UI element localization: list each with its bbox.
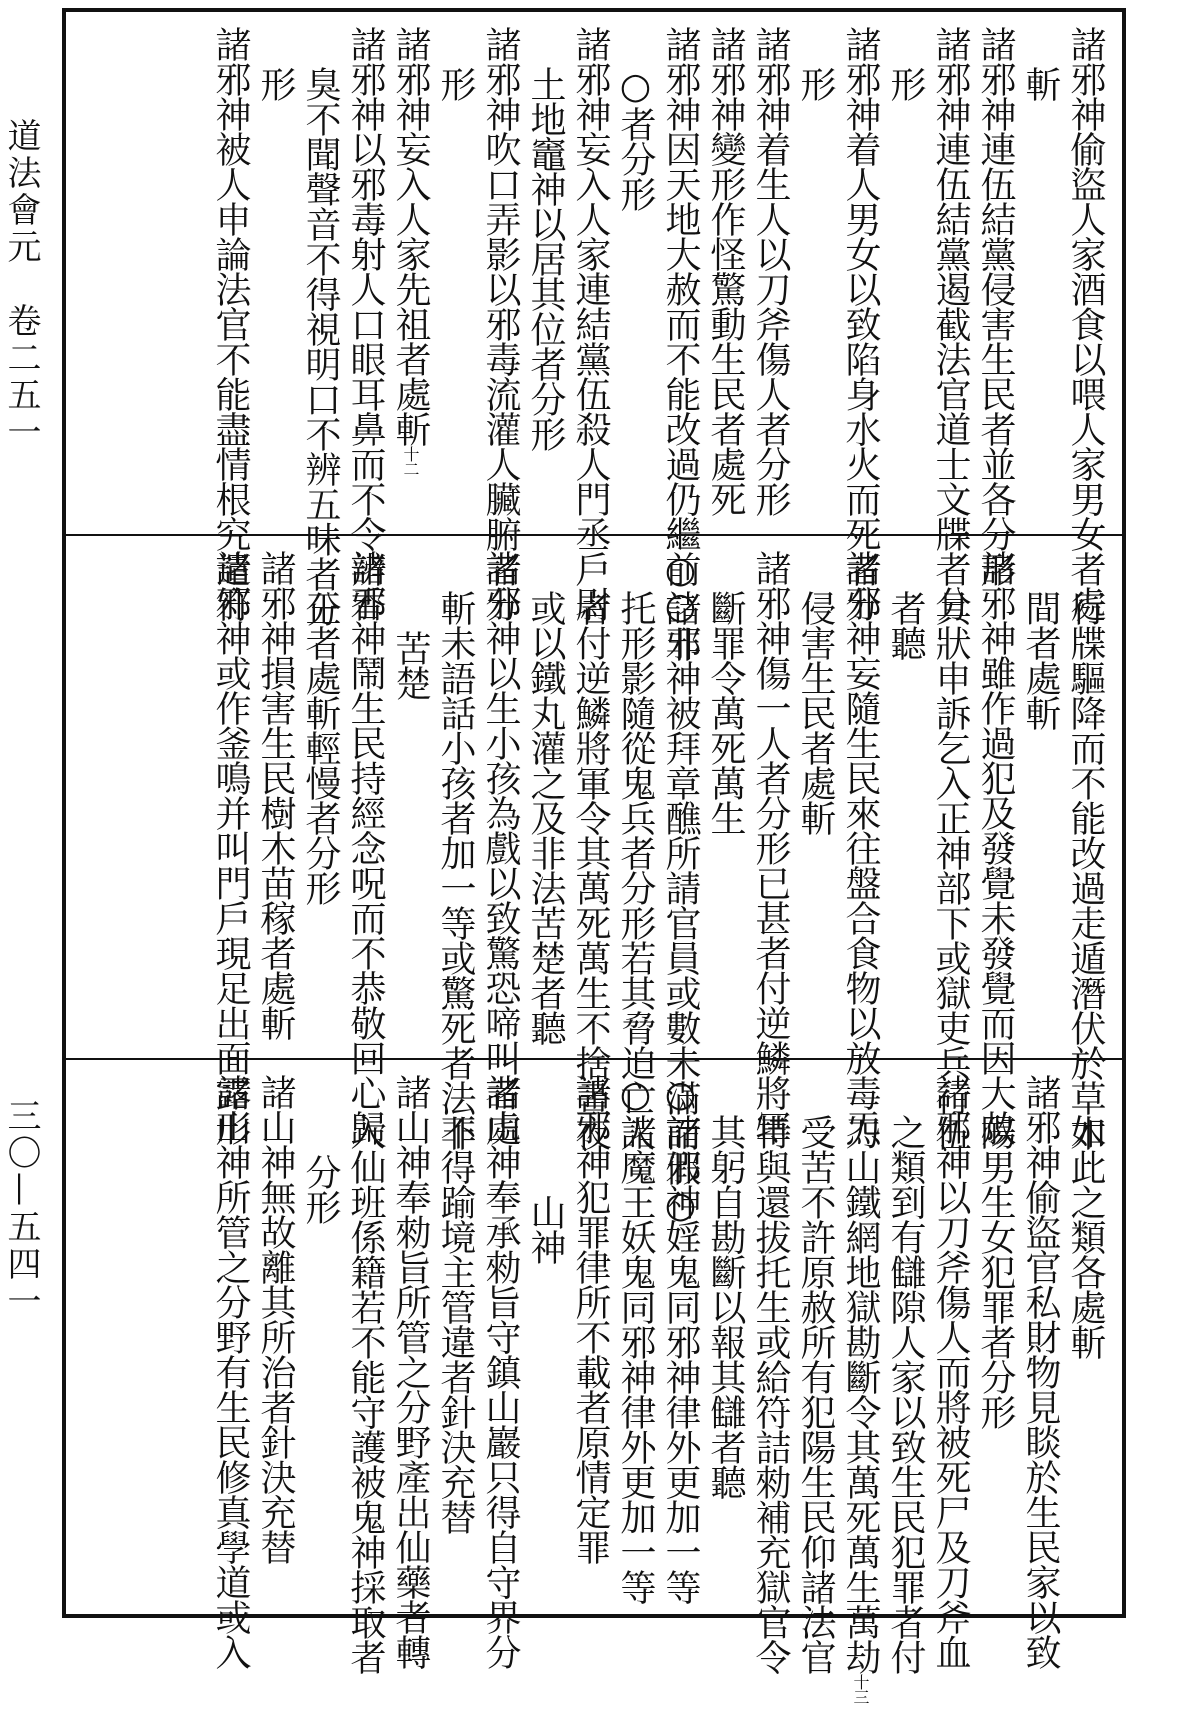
column-text: 侵害生民者處斬 [795, 590, 836, 835]
text-column [703, 550, 748, 1086]
column-text: ○者分形 [615, 66, 656, 211]
column-text: 者聽 [885, 590, 926, 660]
text-column [928, 550, 973, 1150]
text-column [568, 1074, 613, 1602]
column-text: 諸邪神以刀斧傷人而將被死尸及刀斧血 [930, 1074, 971, 1669]
text-column [478, 1074, 523, 1669]
column-text: ○諸魔王妖鬼同邪神律外更加一等 [615, 1074, 656, 1604]
column-text: 諸邪神雖作過犯及發覺未發覺而因大赦 [975, 550, 1016, 1145]
column-text: 諸邪神着人男女以致陷身水火而死者分 [840, 26, 881, 621]
column-text: 分形 [300, 1154, 341, 1224]
text-column [928, 1074, 973, 1669]
text-column [388, 550, 433, 1126]
column-text: 或以鐵丸灌之及非法苦楚者聽 [525, 590, 566, 1045]
text-column [1018, 550, 1063, 1086]
column-group [208, 550, 1108, 1225]
column-text: 受苦不許原赦所有犯陽生民仰諸法官 [795, 1114, 836, 1674]
text-column [793, 26, 838, 562]
column-text: 諸邪神變形作怪驚動生民者處死 [705, 26, 746, 516]
column-text: 形 [255, 66, 296, 101]
text-column [883, 550, 928, 1086]
text-column [1018, 1074, 1063, 1669]
text-column [523, 550, 568, 1086]
column-text: 諸邪神因天地大赦而不能改過仍繼前○非 [660, 26, 701, 661]
text-column [928, 26, 973, 621]
column-text: 斷罪令萬死萬生 [705, 590, 746, 835]
column-text: 特與還拔托生或給符詰勑補充獄官令 [750, 1114, 791, 1674]
text-column [298, 550, 343, 1086]
text-column [1063, 550, 1108, 1150]
text-column [703, 26, 748, 522]
column-text: 間者處斬 [1020, 590, 1061, 730]
column-text: 諸邪神以生小孩為戲以致驚恐啼叫者處 [480, 550, 521, 1145]
text-column [838, 1074, 883, 1704]
column-text: 諸邪神妄隨生民來往盤合食物以放毒炁 [840, 550, 881, 1145]
text-column [433, 26, 478, 562]
page-number: 三〇—五四一 [1, 1098, 41, 1320]
column-text: 苦楚 [390, 630, 431, 700]
column-text: 形 [885, 66, 926, 101]
text-column [883, 26, 928, 562]
text-column [298, 1074, 343, 1682]
column-text: 山神 [525, 1194, 566, 1264]
column-group [208, 1074, 1108, 1704]
text-column [523, 26, 568, 562]
text-column [613, 26, 658, 562]
text-column [208, 550, 253, 1145]
page-frame [62, 8, 1126, 1704]
text-column [208, 26, 253, 621]
text-column [748, 550, 793, 1145]
column-text: 諸邪神妄入人家先祖者處斬 [390, 26, 431, 446]
text-column [523, 1074, 568, 1722]
column-text: 諸邪神被人申論法官不能盡情根究遣符 [210, 26, 251, 621]
text-column [433, 1074, 478, 1642]
column-text: 諸邪神連伍結黨遏截法官道士文牒者分 [930, 26, 971, 621]
text-column [343, 550, 388, 1145]
folio-note: 十三 [851, 1674, 870, 1704]
text-column [613, 1074, 658, 1602]
text-column [748, 1074, 793, 1674]
column-text: 陽男生女犯罪者分形 [975, 1114, 1016, 1429]
text-column [568, 26, 613, 621]
column-text: 諸邪神犯罪律所不載者原情定罪 [570, 1074, 611, 1564]
text-column [208, 1074, 253, 1669]
column-text: 諸邪神吹口弄影以邪毒流灌人臟腑者分 [480, 26, 521, 621]
book-title: 道法會元 卷二五一 [1, 118, 41, 451]
text-column [793, 550, 838, 1086]
text-column [883, 1074, 928, 1674]
text-column [613, 550, 658, 1150]
text-column [703, 1074, 748, 1642]
text-column [658, 26, 703, 661]
column-text: 斬 [1020, 66, 1061, 101]
column-text: 土地竈神以居其位者分形 [525, 66, 566, 451]
text-column [658, 550, 703, 1225]
column-text: 諸山神奉勑旨所管之分野產出仙藥者轉 [390, 1074, 431, 1669]
column-text: 諸山神所管之分野有生民修真學道或入 [210, 1074, 251, 1669]
column-text: 入仙班係籍若不能守護被鬼神採取者 [345, 1114, 386, 1674]
column-text: 諸邪神着生人以刀斧傷人者分形 [750, 26, 791, 516]
column-text: 刀山鐵網地獄勘斷令其萬死萬生萬劫 [840, 1114, 881, 1674]
column-text: 其躬自勘斷以報其讎者聽 [705, 1114, 746, 1499]
column-text: 諸山神無故離其所治者針決充替 [255, 1074, 296, 1564]
column-text: 臭不聞聲音不得視明口不辨五味者分 [300, 66, 341, 626]
text-column [1063, 1074, 1108, 1642]
text-column [253, 1074, 298, 1602]
text-column [478, 26, 523, 621]
column-text: 諸山神奉承勑旨守鎮山巖只得自守界分 [480, 1074, 521, 1669]
column-text: 諸邪神偷盜人家酒食以喂人家男女者處 [1065, 26, 1106, 621]
column-text: 諸邪神以邪毒射人口眼耳鼻而不令辨香 [345, 26, 386, 621]
column-text: 斬未語話小孩者加一等或驚死者法非 [435, 590, 476, 1150]
text-column [973, 550, 1018, 1145]
column-text: 之類到有讎隙人家以致生民犯罪者付 [885, 1114, 926, 1674]
column-text: 如此之類各處斬 [1065, 1114, 1106, 1359]
text-column [433, 550, 478, 1150]
column-text: ○諸邪神婬鬼同邪神律外更加一等 [660, 1074, 701, 1604]
column-text: 托形影隨從鬼兵者分形若其脅迫亡人 [615, 590, 656, 1150]
column-text: 者付逆鱗將軍令其萬死萬生不捨晝夜 [570, 590, 611, 1150]
folio-note: 十二 [401, 446, 420, 476]
column-text: 諸邪神妄入人家連結黨伍殺人門丞戶尉 [570, 26, 611, 621]
column-text: 諸邪神鬧生民持經念呪而不恭敬回心歸 [345, 550, 386, 1145]
column-text: ○諸邪神被拜章醮所請官員或數未滿而假○ [660, 550, 701, 1225]
text-column [973, 1074, 1018, 1642]
text-column [748, 26, 793, 522]
column-text: 不得踰境主管違者針決充替 [435, 1114, 476, 1534]
column-text: 具狀申訴乞入正神部下或獄吏兵行伍 [930, 590, 971, 1150]
column-text: 正者處斬輕慢者分形 [300, 590, 341, 905]
column-text: 諸邪神偷盜官私財物見睒於生民家以致 [1020, 1074, 1061, 1669]
text-column [478, 550, 523, 1145]
text-column [1063, 26, 1108, 621]
text-band-bottom [66, 1058, 1122, 1704]
column-text: 諸邪神或作釜鳴并叫門戶現足出面露形 [210, 550, 251, 1145]
text-column [793, 1074, 838, 1674]
text-column [343, 1074, 388, 1674]
text-column [658, 1074, 703, 1602]
text-column [1018, 26, 1063, 562]
column-text: 形 [435, 66, 476, 101]
text-column [253, 26, 298, 562]
text-column [388, 1074, 433, 1669]
column-text: 行牒驅降而不能改過走遁潛伏於草木 [1065, 590, 1106, 1150]
text-column [253, 550, 298, 1046]
text-band-middle [66, 534, 1122, 1225]
text-column [568, 550, 613, 1150]
text-column [343, 26, 388, 621]
column-text: 諸邪神傷一人者分形已甚者付逆鱗將軍 [750, 550, 791, 1145]
text-column [838, 550, 883, 1145]
text-column [973, 26, 1018, 586]
column-text: 諸邪神損害生民樹木苗稼者處斬 [255, 550, 296, 1040]
column-text: 形 [795, 66, 836, 101]
text-column [298, 26, 343, 626]
text-column [838, 26, 883, 621]
text-column [388, 26, 433, 522]
column-text: 諸邪神連伍結黨侵害生民者並各分形 [975, 26, 1016, 586]
